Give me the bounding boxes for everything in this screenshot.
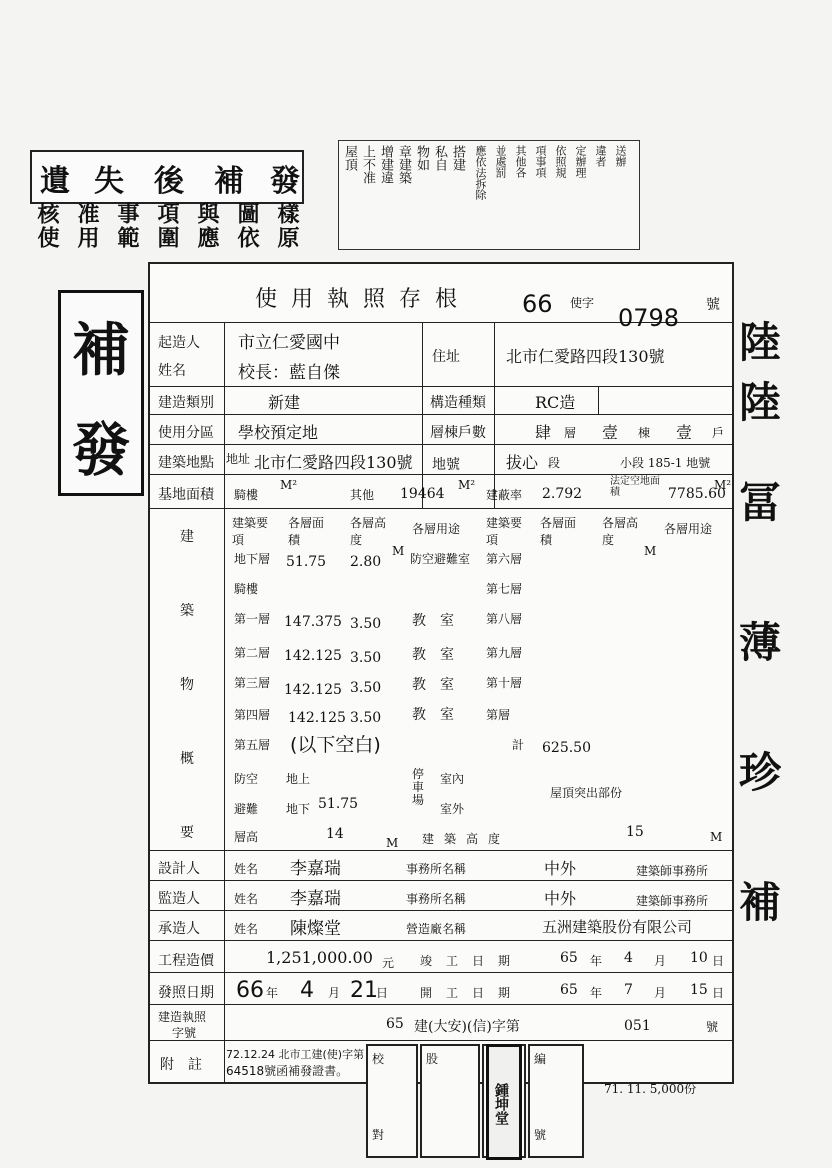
stamp-char: 補 — [214, 164, 244, 199]
issue-year: 66 — [236, 978, 264, 1003]
permit-year: 66 — [522, 290, 553, 318]
project-cost: 1,251,000.00 — [266, 948, 373, 967]
official-seal: 鍾坤堂 — [486, 1044, 522, 1160]
chop-numbering: 編 號 — [528, 1044, 584, 1158]
stamp-char: 失 — [94, 164, 124, 199]
chop-section: 股 — [420, 1044, 480, 1158]
supervisor-name: 李嘉瑞 — [290, 889, 341, 909]
permit-number: 0798 — [618, 304, 680, 332]
owner-name: 市立仁愛國中 — [238, 333, 340, 353]
total-floor-area: 625.50 — [542, 740, 591, 756]
rooftop-notice-stamp: 屋頂 上不准 增建違 章建築 物如 私自 搭建 應依法拆除 並處罰 其他各 項事項 依照規 定辦理 違者 送辦 — [338, 140, 640, 250]
stamp-char: 後 — [154, 164, 184, 199]
designer-name: 李嘉瑞 — [290, 859, 341, 879]
other-area: 19464 — [400, 486, 445, 502]
owner-address: 北市仁愛路四段130號 — [506, 347, 665, 366]
issue-month: 4 — [300, 978, 314, 1003]
coverage-ratio: 2.792 — [542, 486, 583, 502]
right-margin-stamp: 陸 陸 冨 薄 珍 補 — [739, 318, 782, 927]
shelter-below-area: 51.75 — [318, 796, 359, 812]
stamp-char: 發 — [270, 164, 300, 199]
permit-word: 使字 — [570, 296, 595, 310]
site-lot: 小段 185-1 地號 — [620, 456, 711, 470]
building-permit-word: 建(大安)(信)字第 — [414, 1019, 520, 1035]
building-height: 15 — [626, 824, 644, 840]
build-type: 新建 — [268, 393, 301, 412]
print-info: 71. 11. 5,000份 — [604, 1082, 697, 1096]
blank-below-note: (以下空白) — [290, 734, 381, 756]
structure-type: RC造 — [535, 393, 576, 412]
building-permit-no: 051 — [624, 1018, 651, 1034]
lost-reissue-stamp — [30, 150, 304, 204]
chop-school: 校 對 — [366, 1044, 418, 1158]
reissue-stamp: 補 發 — [58, 290, 144, 496]
owner-principal: 校長：藍自傑 — [238, 363, 340, 383]
contractor-name: 陳燦堂 — [290, 919, 341, 939]
contractor-company: 五洲建築股份有限公司 — [542, 918, 693, 936]
site-address: 北市仁愛路四段130號 — [254, 453, 413, 472]
form-title: 使用執照存根 — [255, 287, 472, 312]
issue-day: 21 — [350, 978, 378, 1003]
floor-height: 14 — [326, 826, 344, 842]
note-handwritten-2: 64518號函補發證書。 — [226, 1064, 349, 1078]
legal-open-area: 7785.60 — [668, 486, 726, 502]
zoning: 學校預定地 — [238, 423, 319, 442]
note-handwritten-1: 72.12.24 北市工建(使)字第 — [226, 1048, 365, 1061]
approval-scope-stamp: 核使 准用 事範 項圍 與應 圖依 樣原 — [34, 202, 300, 250]
permit-stub-form: 使用執照存根 66 使字 0798 號 起造人 姓名 市立仁愛國中 校長：藍自傑 住址 北市仁愛路四段130號 建造類別 新建 構造種類 RC造 使用分區 學校預定地 層棟戶數 肆 層 壹 棟 壹 戶 建築地點 地址 北市仁愛路四段130號 地號 拔心 段 小段 185-1 地號 基地面積 騎樓 M² 其他 19464 M² 建蔽率 2.792 法定空地面積 7785.60 M² 建 築 物 概 要 建築要項 各層面積 各層高度 各層用途 建築要項 各層面積 各層高度 各層用途 地下層 51.75 2.80 防空避難室 騎樓 第一層 147.375 3.50 教室 第二層 142.125 3.50 教室 第三層 142.125 3.50 教室 第四層 142.125 3.50 教室 第五層 (以下空白) 第六層 第七層 第八層 第九層 第十層 第層 計 625.50 M M 防空 避難 地上 地下 51.75 停車場 室內 室外 屋頂突出部份 層高 14 M 建築高度 15 M 設計人 姓名 李嘉瑞 事務所名稱 中外 建築師事務所 監造人 姓名 李嘉瑞 事務所名稱 中外 建築師事務所 承造人 姓名 陳燦堂 營造廠名稱 五洲建築股份有限公司 工程造價 1,251,000.00 元 竣工日期 65 年 4 月 10 日 發照日期 66 年 4 月 21 日 開工日期 65 年 7 月 15 日 建造執照 字號 65 建(大安)(信)字第 051 號 附註 72.12.24 北市工建(使)字第 64518號函補發證書。 — [148, 262, 734, 1084]
stamp-char: 遺 — [40, 164, 70, 199]
